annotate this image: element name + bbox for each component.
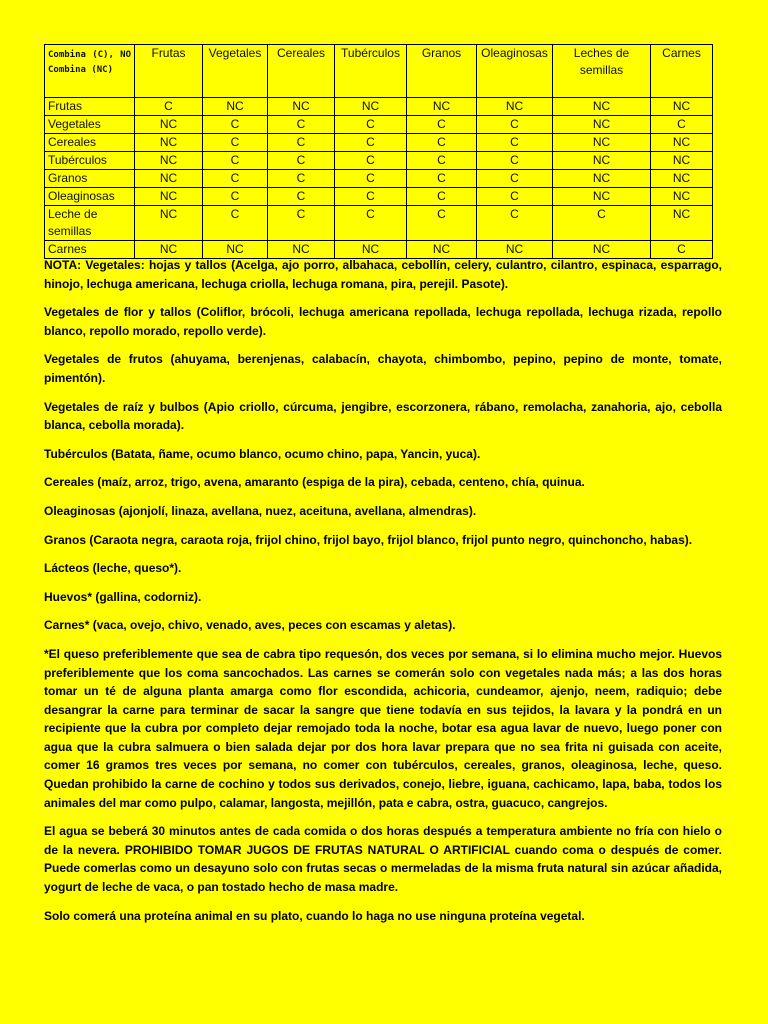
column-header: Frutas	[135, 45, 203, 98]
table-cell: NC	[135, 152, 203, 170]
column-header: Carnes	[651, 45, 713, 98]
table-corner-label: Combina (C), NO Combina (NC)	[45, 45, 135, 98]
row-label: Tubérculos	[45, 152, 135, 170]
combination-table-container	[44, 44, 712, 259]
food-group-paragraph: Oleaginosas (ajonjolí, linaza, avellana, nuez, aceituna, avellana, almendras).	[44, 503, 477, 518]
table-cell: NC	[651, 98, 713, 116]
table-cell: C	[407, 152, 477, 170]
notes-section	[44, 256, 722, 935]
table-cell: C	[335, 170, 407, 188]
table-cell: NC	[553, 241, 651, 259]
food-group-paragraph: Tubérculos (Batata, ñame, ocumo blanco, ocumo chino, papa, Yancin, yuca).	[44, 446, 481, 461]
table-cell: C	[407, 206, 477, 241]
table-cell: C	[477, 206, 553, 241]
table-cell: NC	[651, 152, 713, 170]
column-header: Tubérculos	[335, 45, 407, 98]
column-header: Vegetales	[203, 45, 268, 98]
column-header: Oleaginosas	[477, 45, 553, 98]
table-cell: C	[268, 170, 335, 188]
table-cell: NC	[135, 134, 203, 152]
table-cell: NC	[135, 241, 203, 259]
table-cell: NC	[407, 98, 477, 116]
food-group-paragraph: Lácteos (leche, queso*).	[44, 561, 182, 576]
table-row	[45, 98, 713, 116]
table-cell: C	[268, 134, 335, 152]
food-combination-table	[44, 44, 713, 259]
table-cell: NC	[135, 188, 203, 206]
table-cell: C	[268, 188, 335, 206]
food-group-paragraph: Vegetales de frutos (ahuyama, berenjenas, calabacín, chayota, chimbombo, pepino, pepino de monte, tomate, pimentón).	[44, 352, 722, 385]
table-row	[45, 170, 713, 188]
table-cell: C	[477, 170, 553, 188]
table-cell: NC	[203, 241, 268, 259]
row-label: Leche de semillas	[45, 206, 135, 241]
table-cell: NC	[335, 98, 407, 116]
table-body	[45, 45, 713, 259]
table-cell: C	[477, 116, 553, 134]
table-cell: C	[553, 206, 651, 241]
table-cell: NC	[135, 170, 203, 188]
table-cell: C	[477, 152, 553, 170]
table-cell: NC	[268, 98, 335, 116]
table-cell: NC	[553, 170, 651, 188]
table-cell: C	[268, 116, 335, 134]
table-cell: NC	[203, 98, 268, 116]
table-cell: C	[135, 98, 203, 116]
column-header: Cereales	[268, 45, 335, 98]
table-cell: NC	[553, 152, 651, 170]
table-cell: NC	[553, 116, 651, 134]
table-cell: C	[268, 206, 335, 241]
table-cell: C	[407, 170, 477, 188]
table-cell: NC	[268, 241, 335, 259]
table-cell: NC	[553, 188, 651, 206]
food-group-paragraph: El agua se beberá 30 minutos antes de cada comida o dos horas después a temperatura ambiente no fría con hielo o de la nevera. PROHIBIDO TOMAR JUGOS DE FRUTAS NATURAL O ARTIFICIAL cuando coma o después de comer. Puede comerlas como un desayuno solo con frutas secas o mermeladas de la misma fruta natural sin azúcar añadida, yogurt de leche de vaca, o pan tostado hecho de masa madre.	[44, 824, 722, 895]
table-cell: C	[407, 116, 477, 134]
table-cell: NC	[135, 206, 203, 241]
table-cell: C	[407, 188, 477, 206]
food-group-paragraph: *El queso preferiblemente que sea de cabra tipo requesón, dos veces por semana, si lo elimina mucho mejor. Huevos preferiblemente que los coma sancochados. Las carnes se comerán solo con vegetales nada más; a las dos horas tomar un té de alguna planta amarga como flor escondida, achicoria, cundeamor, ajenjo, neem, radiquio; debe desangrar la carne para terminar de sacar la sangre que tiene todavía en sus tejidos, la lavara y la pondrá en un recipiente que la cubra por completo dejar remojado toda la noche, botar esa agua lavar de nuevo, luego poner con agua que la cubra salmuera o bien salada dejar por dos hora lavar prepara que no sea frita ni guisada con aceite, comer 16 gramos tres veces por semana, no comer con tubérculos, cereales, granos, oleaginosa, leche, queso. Quedan prohibido la carne de cochino y todos sus derivados, conejo, liebre, iguana, cachicamo, lapa, baba, todos los animales del mar como pulpo, calamar, langosta, mejillón, pata e cabra, ostra, guacuco, cangrejos.	[44, 646, 722, 810]
table-header-row	[45, 45, 713, 98]
row-label: Oleaginosas	[45, 188, 135, 206]
note-paragraph: NOTA: Vegetales: hojas y tallos (Acelga, ajo porro, albahaca, cebollín, celery, culantro, cilantro, espinaca, esparrago, hinojo, lechuga americana, lechuga criolla, lechuga romana, pira, perejil. Pasote).	[44, 258, 722, 291]
table-cell: C	[203, 206, 268, 241]
table-cell: C	[203, 170, 268, 188]
table-row	[45, 134, 713, 152]
food-group-paragraph: Cereales (maíz, arroz, trigo, avena, amaranto (espiga de la pira), cebada, centeno, chía, quinua.	[44, 475, 585, 490]
table-cell: C	[203, 152, 268, 170]
table-cell: C	[203, 116, 268, 134]
food-group-paragraph: Solo comerá una proteína animal en su plato, cuando lo haga no use ninguna proteína vegetal.	[44, 908, 585, 923]
table-cell: NC	[407, 241, 477, 259]
table-row	[45, 188, 713, 206]
table-cell: NC	[651, 134, 713, 152]
table-cell: C	[203, 188, 268, 206]
table-cell: C	[477, 134, 553, 152]
table-cell: C	[407, 134, 477, 152]
table-cell: NC	[335, 241, 407, 259]
row-label: Carnes	[45, 241, 135, 259]
table-cell: NC	[651, 188, 713, 206]
column-header: Granos	[407, 45, 477, 98]
food-group-paragraph: Vegetales de flor y tallos (Coliflor, brócoli, lechuga americana repollada, lechuga repollada, lechuga rizada, repollo blanco, repollo morado, repollo verde).	[44, 305, 722, 338]
row-label: Cereales	[45, 134, 135, 152]
table-cell: C	[268, 152, 335, 170]
table-cell: NC	[553, 134, 651, 152]
column-header: Leches de semillas	[553, 45, 651, 98]
table-cell: C	[651, 241, 713, 259]
table-cell: C	[335, 116, 407, 134]
table-row	[45, 152, 713, 170]
table-cell: C	[477, 188, 553, 206]
table-cell: C	[335, 152, 407, 170]
table-cell: NC	[477, 241, 553, 259]
table-cell: C	[335, 134, 407, 152]
table-cell: NC	[135, 116, 203, 134]
row-label: Granos	[45, 170, 135, 188]
table-cell: C	[335, 206, 407, 241]
table-row	[45, 206, 713, 241]
table-row	[45, 116, 713, 134]
table-cell: NC	[553, 98, 651, 116]
table-cell: NC	[651, 170, 713, 188]
table-cell: C	[651, 116, 713, 134]
food-group-paragraph: Huevos* (gallina, codorniz).	[44, 589, 202, 604]
table-cell: C	[203, 134, 268, 152]
food-group-paragraph: Granos (Caraota negra, caraota roja, frijol chino, frijol bayo, frijol blanco, frijol punto negro, quinchoncho, habas).	[44, 532, 693, 547]
food-group-paragraph: Carnes* (vaca, ovejo, chivo, venado, aves, peces con escamas y aletas).	[44, 618, 456, 633]
row-label: Vegetales	[45, 116, 135, 134]
table-cell: NC	[651, 206, 713, 241]
food-group-paragraph: Vegetales de raíz y bulbos (Apio criollo, cúrcuma, jengibre, escorzonera, rábano, remolacha, zanahoria, ajo, cebolla blanca, cebolla morada).	[44, 399, 722, 433]
table-cell: NC	[477, 98, 553, 116]
row-label: Frutas	[45, 98, 135, 116]
table-cell: C	[335, 188, 407, 206]
